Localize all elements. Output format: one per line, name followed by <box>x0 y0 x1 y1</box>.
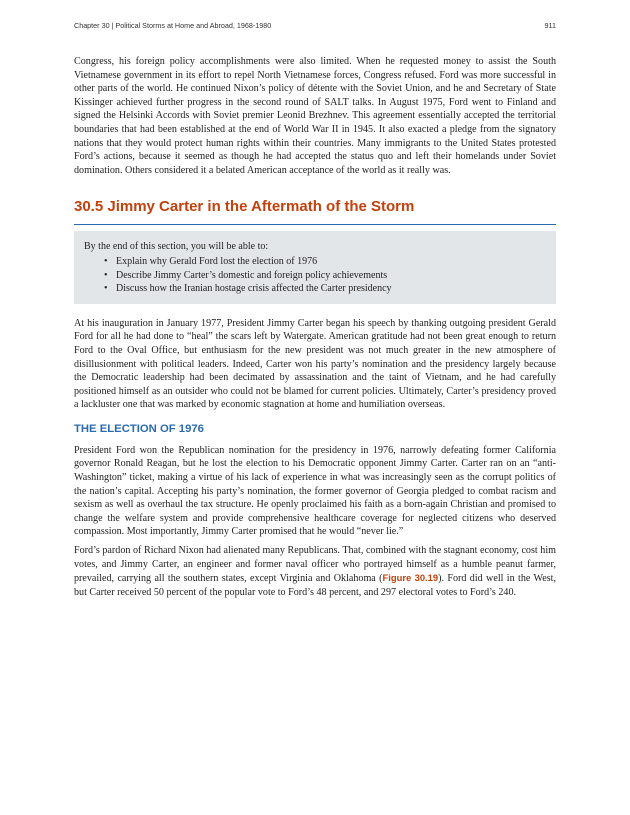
bullet-icon: • <box>104 283 108 295</box>
figure-link[interactable]: Figure 30.19 <box>382 572 439 584</box>
page-number: 911 <box>544 21 556 30</box>
chapter-running-head: Chapter 30 | Political Storms at Home and Abroad, 1968-1980 <box>74 21 272 30</box>
section-divider <box>74 224 556 225</box>
page-header <box>74 21 556 35</box>
election-paragraph: President Ford won the Republican nomination for the presidency in 1976, narrowly defeating former California governor Ronald Reagan, but he lost the election to his Democratic opponent Jimmy Carter. Carter ran on an “anti-Washington” ticket, making a virtue of his lack of experience in what was increasingly seen as the corrupt politics of the nation’s capital. Accepting his party’s nomination, the former governor of Georgia pledged to combat racism and sexism as well as overhaul the tax structure. He openly proclaimed his faith as a born-again Christian and promised to change the welfare system and provide comprehensive healthcare coverage for neglected citizens who deserved compassion. Most importantly, Jimmy Carter promised that he would “never lie.” <box>74 444 556 538</box>
objective-item: • Describe Jimmy Carter’s domestic and foreign policy achievements <box>104 269 388 281</box>
subsection-title: THE ELECTION OF 1976 <box>74 422 204 435</box>
objectives-list <box>84 255 546 296</box>
pardon-paragraph: Ford’s pardon of Richard Nixon had alienated many Republicans. That, combined with the stagnant economy, cost him votes, and Jimmy Carter, an engineer and former naval officer who portrayed himself as a humble peanut farmer, prevailed, carrying all the southern states, except Virginia and Oklahoma (Figure 30.19). Ford did well in the West, but Carter received 50 percent of the popular vote to Ford’s 48 percent, and 297 electoral votes to Ford’s 240. <box>74 545 556 598</box>
objective-item: • Discuss how the Iranian hostage crisis affected the Carter presidency <box>104 283 392 295</box>
inauguration-paragraph: At his inauguration in January 1977, President Jimmy Carter began his speech by thanking outgoing president Gerald Ford for all he had done to “heal” the scars left by Watergate. American gratitude had not been great enough to return Ford to the Oval Office, but enthusiasm for the new president was not much greater in the new atmosphere of disillusionment with political leaders. Indeed, Carter won his party’s nomination and the presidency largely because the Democratic leadership had been decimated by assassination and the taint of Vietnam, and he had carefully positioned himself as an outsider who could not be blamed for current policies. Ultimately, Carter’s presidency proved a lackluster one that was marked by economic stagnation at home and humiliation overseas. <box>74 317 556 411</box>
bullet-icon: • <box>104 255 108 267</box>
objective-item: • Explain why Gerald Ford lost the election of 1976 <box>104 255 318 267</box>
page-content <box>74 55 556 604</box>
bullet-icon: • <box>104 269 108 281</box>
section-title: 30.5 Jimmy Carter in the Aftermath of the Storm <box>74 198 415 216</box>
objectives-intro: By the end of this section, you will be able to: <box>84 241 269 253</box>
intro-paragraph: Congress, his foreign policy accomplishments were also limited. When he requested money to assist the South Vietnamese government in its effort to repel North Vietnamese forces, Congress refused. Ford was more successful in other parts of the world. He continued Nixon’s policy of détente with the Soviet Union, and he and Secretary of State Kissinger achieved further progress in the second round of SALT talks. In August 1975, Ford went to Finland and signed the Helsinki Accords with Soviet premier Leonid Brezhnev. This agreement essentially accepted the territorial boundaries that had been established at the end of World War II in 1945. It also exacted a pledge from the signatory nations that they would protect human rights within their countries. Many immigrants to the United States protested Ford’s actions, because it seemed as though he had accepted the status quo and left their homelands under Soviet domination. Others considered it a belated American acceptance of the world as it really was. <box>74 56 556 176</box>
learning-objectives-box <box>74 231 556 303</box>
